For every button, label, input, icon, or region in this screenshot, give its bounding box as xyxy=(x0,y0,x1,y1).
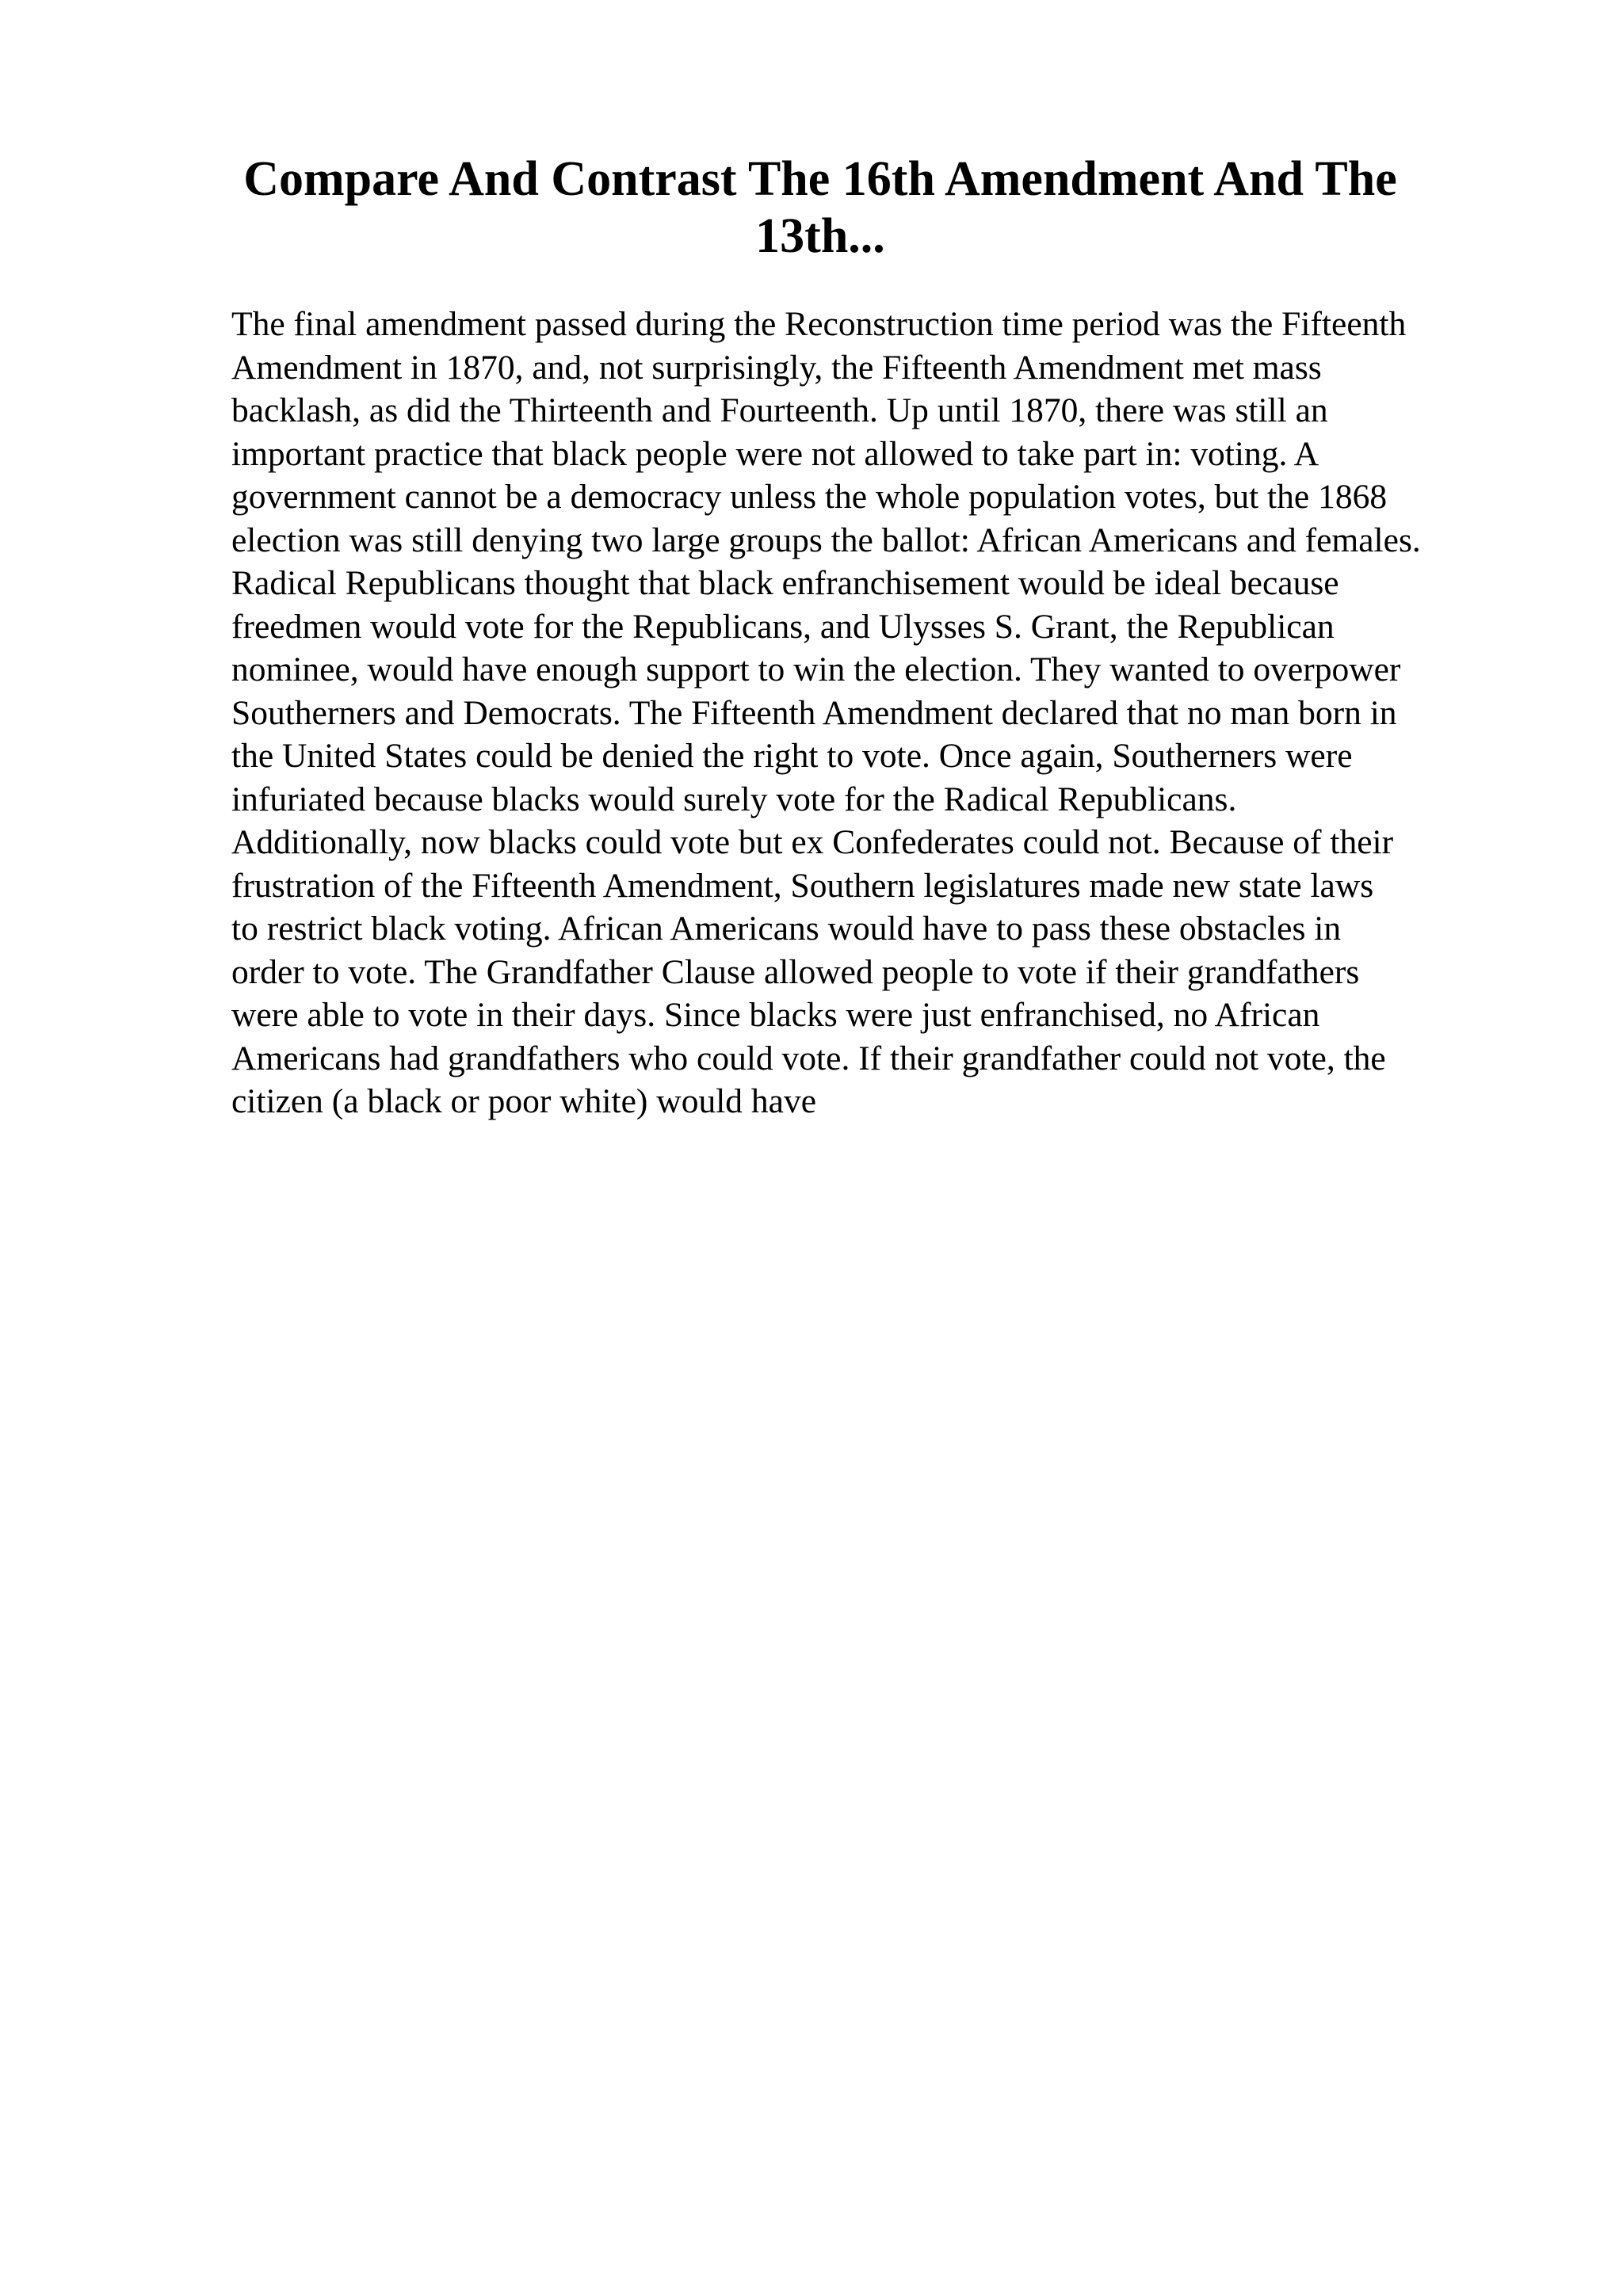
body-line: frustration of the Fifteenth Amendment, Southern legislatures made new state laws xyxy=(231,866,1374,905)
body-paragraph xyxy=(231,303,1547,1123)
body-line: Americans had grandfathers who could vote. If their grandfather could not vote, the xyxy=(231,1039,1386,1077)
body-line: government cannot be a democracy unless the whole population votes, but the 1868 xyxy=(231,478,1388,516)
body-line: The final amendment passed during the Reconstruction time period was the Fifteenth xyxy=(231,305,1407,343)
body-line: Amendment in 1870, and, not surprisingly, the Fifteenth Amendment met mass xyxy=(231,348,1322,387)
body-line: election was still denying two large groups the ballot: African Americans and females. xyxy=(231,521,1421,559)
body-line: the United States could be denied the right to vote. Once again, Southerners were xyxy=(231,737,1353,775)
body-line: Southerners and Democrats. The Fifteenth Amendment declared that no man born in xyxy=(231,693,1397,732)
body-line: order to vote. The Grandfather Clause allowed people to vote if their grandfathers xyxy=(231,952,1360,991)
body-line: important practice that black people were not allowed to take part in: voting. A xyxy=(231,434,1319,473)
body-line: nominee, would have enough support to win the election. They wanted to overpower xyxy=(231,650,1401,688)
title-line-1: Compare And Contrast The 16th Amendment And The xyxy=(243,152,1397,206)
body-line: Radical Republicans thought that black enfranchisement would be ideal because xyxy=(231,564,1339,602)
body-line: backlash, as did the Thirteenth and Fourteenth. Up until 1870, there was still an xyxy=(231,391,1328,429)
body-line: to restrict black voting. African Americans would have to pass these obstacles in xyxy=(231,910,1342,948)
body-line: were able to vote in their days. Since blacks were just enfranchised, no African xyxy=(231,996,1320,1034)
body-line: Additionally, now blacks could vote but ex Confederates could not. Because of their xyxy=(231,823,1394,861)
body-line: citizen (a black or poor white) would have xyxy=(231,1082,817,1120)
body-line: freedmen would vote for the Republicans, and Ulysses S. Grant, the Republican xyxy=(231,607,1335,646)
body-line: infuriated because blacks would surely vote for the Radical Republicans. xyxy=(231,780,1237,818)
title-line-2: 13th... xyxy=(755,209,885,263)
document-title xyxy=(230,151,1411,265)
